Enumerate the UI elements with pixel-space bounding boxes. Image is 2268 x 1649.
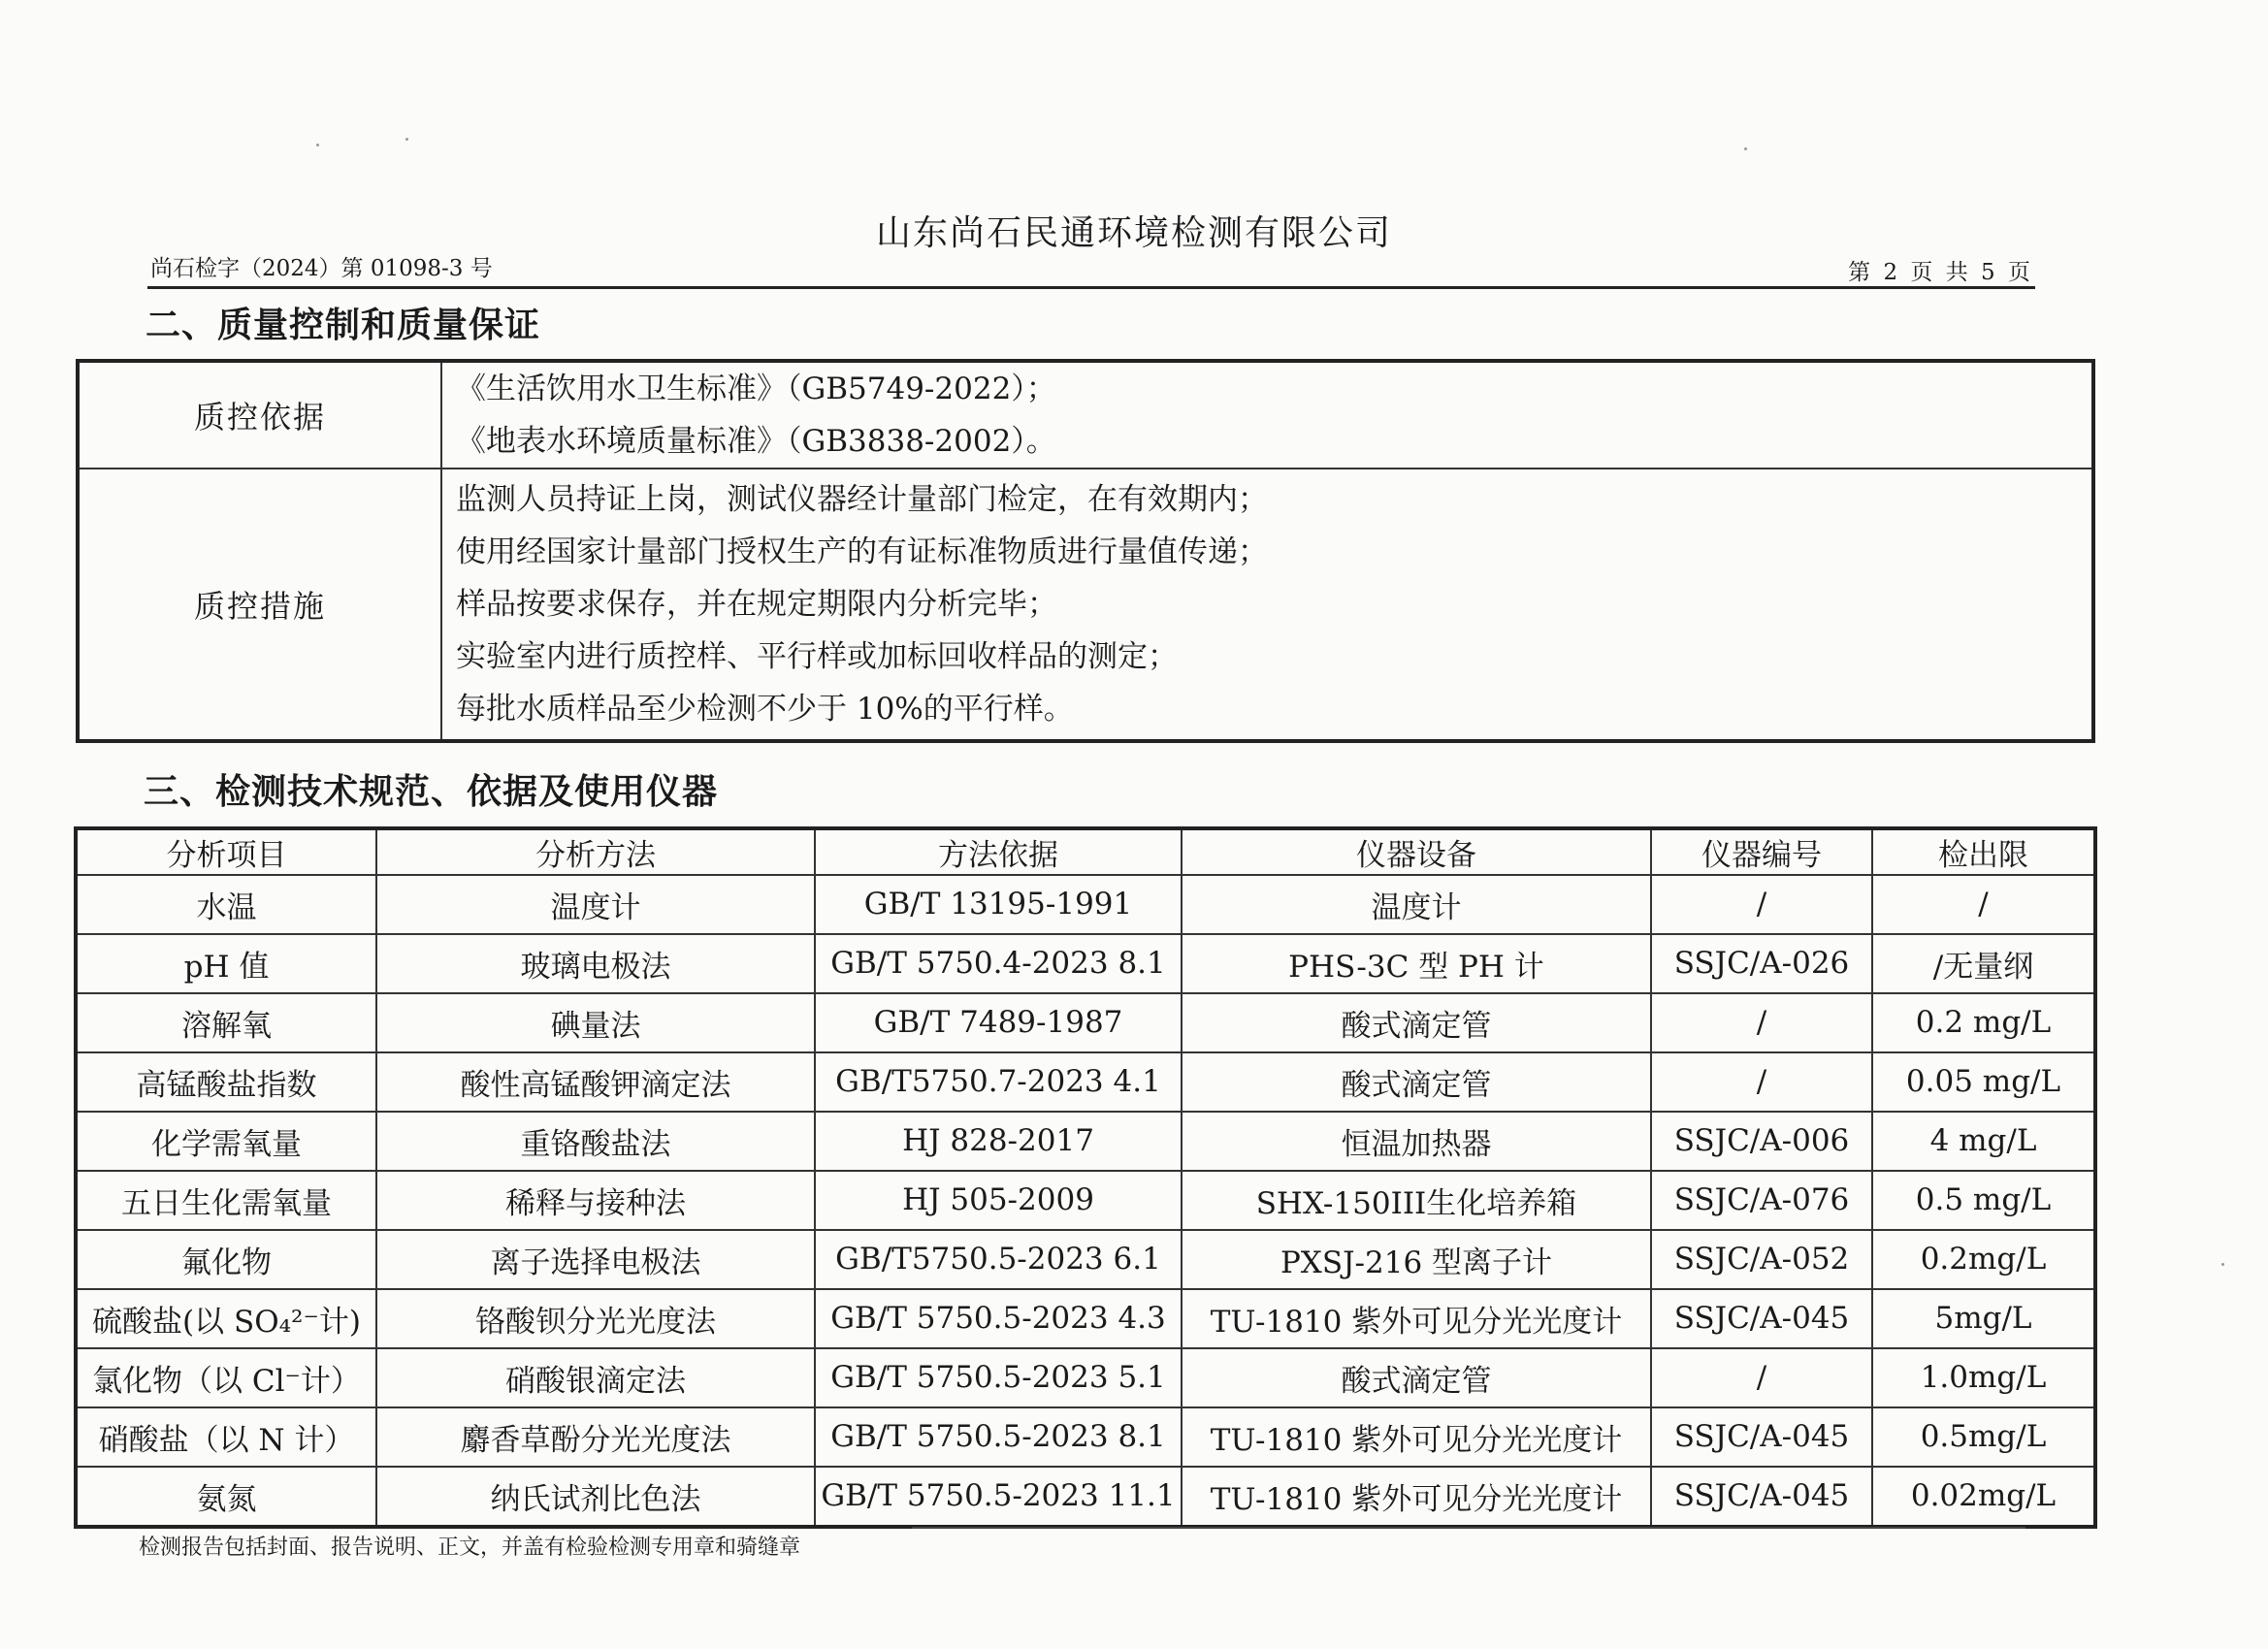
instrument-cell: PXSJ-216 型离子计 [1182,1230,1651,1289]
method-instrument-table [74,826,2097,1529]
standard-cell: GB/T5750.7-2023 4.1 [815,1052,1182,1112]
qc-basis-line: 《地表水环境质量标准》（GB3838-2002）。 [456,424,1056,459]
instrument-cell: 恒温加热器 [1182,1112,1651,1171]
qc-row-basis [78,361,2093,469]
item-cell: 化学需氧量 [76,1112,376,1171]
table-row [76,1052,2095,1112]
method-cell: 碘量法 [376,993,815,1052]
item-cell: 水温 [76,875,376,934]
standard-cell: GB/T 5750.5-2023 4.3 [815,1289,1182,1348]
instrument-id-cell: SSJC/A-006 [1651,1112,1872,1171]
qc-basis-content [441,361,2093,469]
instrument-id-cell: / [1651,993,1872,1052]
method-cell: 麝香草酚分光光度法 [376,1407,815,1467]
section-title-methods: 三、检测技术规范、依据及使用仪器 [144,771,719,812]
standard-cell: HJ 828-2017 [815,1112,1182,1171]
instrument-id-cell: SSJC/A-076 [1651,1171,1872,1230]
qc-row-measures [78,469,2093,741]
column-header: 方法依据 [815,828,1182,875]
detection-limit-cell: 5mg/L [1872,1289,2095,1348]
detection-limit-cell: /无量纲 [1872,934,2095,993]
item-cell: 硫酸盐(以 SO₄²⁻计) [76,1289,376,1348]
company-name: 山东尚石民通环境检测有限公司 [875,213,1392,253]
method-cell: 酸性高锰酸钾滴定法 [376,1052,815,1112]
instrument-id-cell: SSJC/A-026 [1651,934,1872,993]
report-number: 尚石检字（2024）第 01098-3 号 [150,256,493,281]
standard-cell: GB/T5750.5-2023 6.1 [815,1230,1182,1289]
standard-cell: GB/T 5750.4-2023 8.1 [815,934,1182,993]
method-table-header [76,828,2095,875]
page-indicator: 第 2 页 共 5 页 [1848,260,2033,285]
scan-speck [2221,1263,2224,1266]
column-header: 分析方法 [376,828,815,875]
instrument-cell: TU-1810 紫外可见分光光度计 [1182,1289,1651,1348]
standard-cell: GB/T 5750.5-2023 8.1 [815,1407,1182,1467]
method-table-body [76,875,2095,1527]
item-cell: 高锰酸盐指数 [76,1052,376,1112]
standard-cell: HJ 505-2009 [815,1171,1182,1230]
method-cell: 纳氏试剂比色法 [376,1467,815,1527]
method-cell: 离子选择电极法 [376,1230,815,1289]
item-cell: 氨氮 [76,1467,376,1527]
instrument-id-cell: SSJC/A-052 [1651,1230,1872,1289]
section-title-quality-control: 二、质量控制和质量保证 [146,305,541,345]
qc-basis-label: 质控依据 [78,361,441,469]
table-row [76,1171,2095,1230]
instrument-cell: 酸式滴定管 [1182,1052,1651,1112]
detection-limit-cell: 0.02mg/L [1872,1467,2095,1527]
quality-control-table [76,359,2095,743]
column-header: 仪器设备 [1182,828,1651,875]
item-cell: 氯化物（以 Cl⁻计） [76,1348,376,1407]
column-header: 检出限 [1872,828,2095,875]
detection-limit-cell: 1.0mg/L [1872,1348,2095,1407]
instrument-id-cell: SSJC/A-045 [1651,1467,1872,1527]
qc-measures-label: 质控措施 [78,469,441,741]
instrument-cell: 温度计 [1182,875,1651,934]
method-cell: 铬酸钡分光光度法 [376,1289,815,1348]
standard-cell: GB/T 7489-1987 [815,993,1182,1052]
header-rule [147,286,2035,289]
item-cell: 氟化物 [76,1230,376,1289]
standard-cell: GB/T 5750.5-2023 5.1 [815,1348,1182,1407]
detection-limit-cell: 0.05 mg/L [1872,1052,2095,1112]
scan-speck [405,138,408,141]
qc-basis-line: 《生活饮用水卫生标准》（GB5749-2022）； [456,372,1056,406]
item-cell: 硝酸盐（以 N 计） [76,1407,376,1467]
table-row [76,1289,2095,1348]
instrument-cell: PHS-3C 型 PH 计 [1182,934,1651,993]
instrument-cell: TU-1810 紫外可见分光光度计 [1182,1467,1651,1527]
instrument-id-cell: SSJC/A-045 [1651,1407,1872,1467]
item-cell: 溶解氧 [76,993,376,1052]
detection-limit-cell: / [1872,875,2095,934]
standard-cell: GB/T 13195-1991 [815,875,1182,934]
instrument-id-cell: / [1651,875,1872,934]
instrument-id-cell: SSJC/A-045 [1651,1289,1872,1348]
qc-measure-line: 使用经国家计量部门授权生产的有证标准物质进行量值传递； [456,534,1268,569]
method-cell: 温度计 [376,875,815,934]
instrument-cell: TU-1810 紫外可见分光光度计 [1182,1407,1651,1467]
item-cell: 五日生化需氧量 [76,1171,376,1230]
method-cell: 硝酸银滴定法 [376,1348,815,1407]
footnote: 检测报告包括封面、报告说明、正文，并盖有检验检测专用章和骑缝章 [139,1536,801,1560]
detection-limit-cell: 0.2 mg/L [1872,993,2095,1052]
detection-limit-cell: 4 mg/L [1872,1112,2095,1171]
column-header: 分析项目 [76,828,376,875]
column-header: 仪器编号 [1651,828,1872,875]
instrument-id-cell: / [1651,1052,1872,1112]
qc-measure-line: 样品按要求保存，并在规定期限内分析完毕； [456,587,1057,622]
instrument-cell: 酸式滴定管 [1182,1348,1651,1407]
scan-speck [1744,147,1747,150]
table-row [76,1348,2095,1407]
qc-measure-line: 实验室内进行质控样、平行样或加标回收样品的测定； [456,639,1178,674]
detection-limit-cell: 0.5mg/L [1872,1407,2095,1467]
footnote-rule [912,1527,2025,1529]
standard-cell: GB/T 5750.5-2023 11.1 [815,1467,1182,1527]
instrument-cell: 酸式滴定管 [1182,993,1651,1052]
table-row [76,993,2095,1052]
qc-measures-content [441,469,2093,741]
qc-measure-line: 监测人员持证上岗，测试仪器经计量部门检定，在有效期内； [456,482,1268,517]
table-row [76,875,2095,934]
instrument-cell: SHX-150III生化培养箱 [1182,1171,1651,1230]
item-cell: pH 值 [76,934,376,993]
method-cell: 玻璃电极法 [376,934,815,993]
method-cell: 稀释与接种法 [376,1171,815,1230]
detection-limit-cell: 0.2mg/L [1872,1230,2095,1289]
table-row [76,1407,2095,1467]
method-cell: 重铬酸盐法 [376,1112,815,1171]
table-row [76,934,2095,993]
qc-measure-line: 每批水质样品至少检测不少于 10%的平行样。 [456,692,1074,727]
table-row [76,1467,2095,1527]
detection-limit-cell: 0.5 mg/L [1872,1171,2095,1230]
instrument-id-cell: / [1651,1348,1872,1407]
table-row [76,1112,2095,1171]
table-row [76,1230,2095,1289]
scan-speck [316,144,319,146]
